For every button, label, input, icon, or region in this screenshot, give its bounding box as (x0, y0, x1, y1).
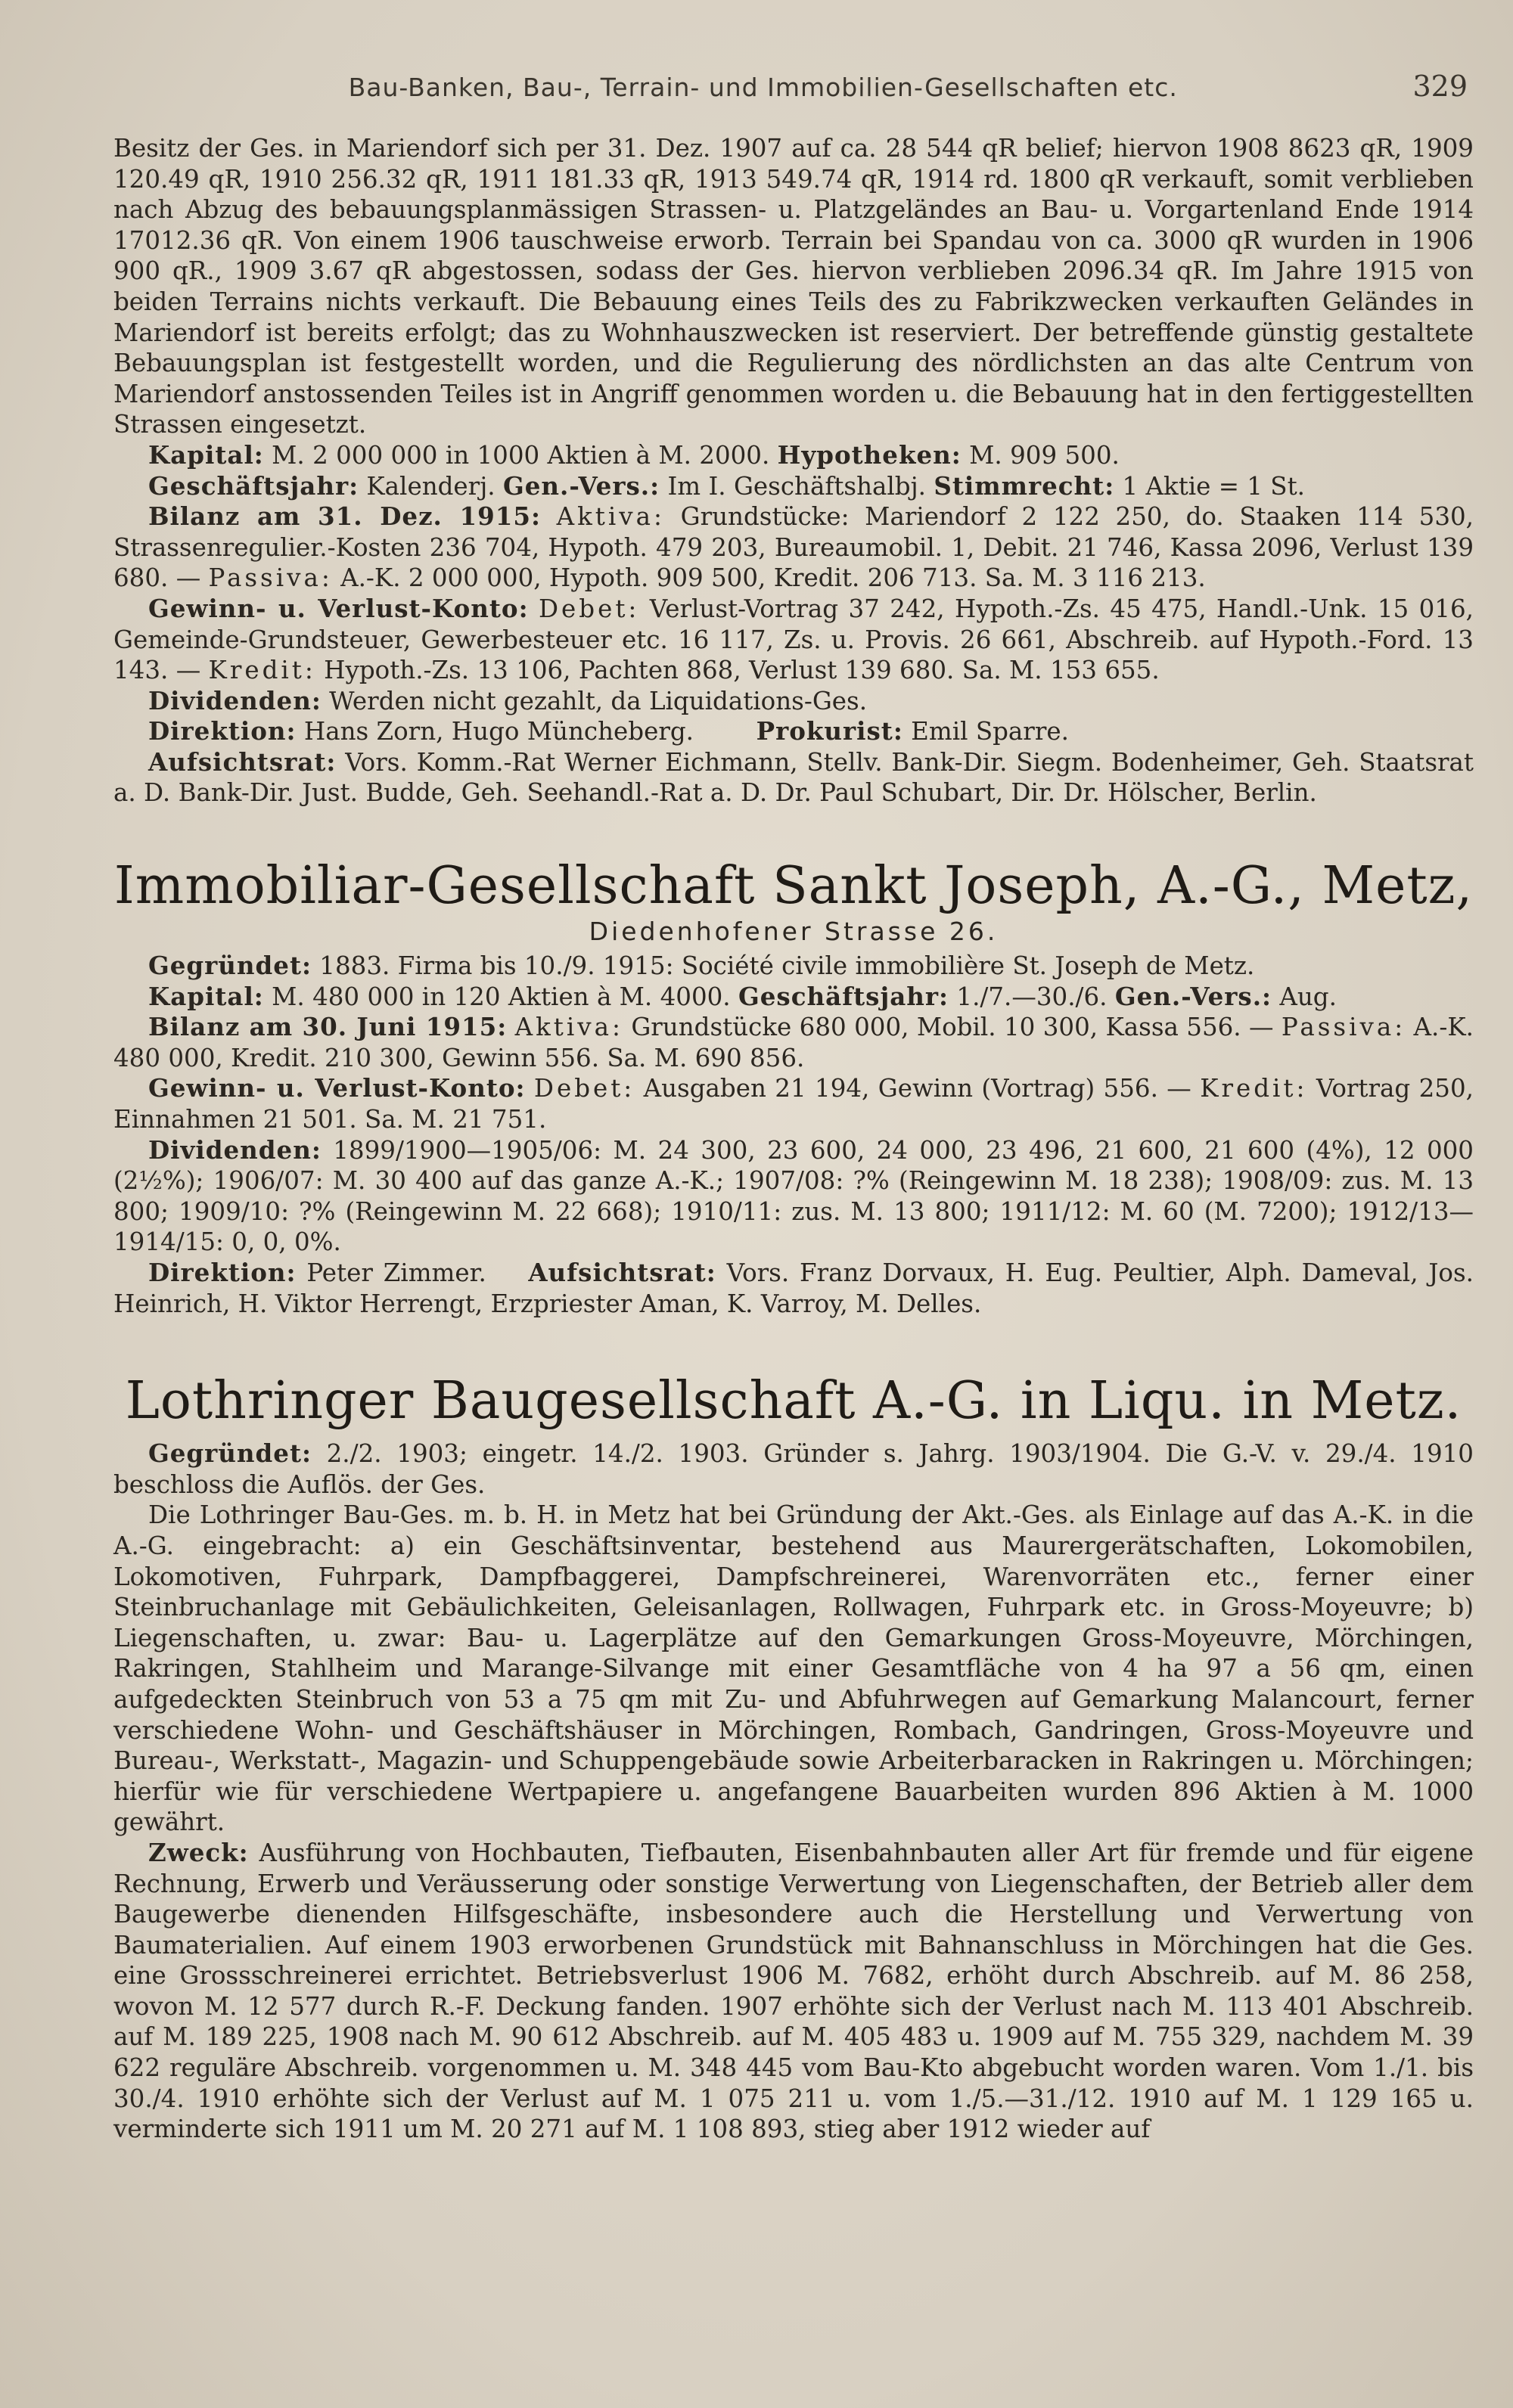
aktiva-label: Aktiva: (514, 1013, 623, 1042)
debet-text: Verlust-Vortrag 37 242, Hypoth.-Zs. 45 475, Handl.-Unk. 15 016, Gemeinde-Grundsteuer, Gewerbesteuer etc. 16 117, Zs. u. Provis. 26 661, Abschreib. auf Hypoth.-Ford. 13 143. — (113, 594, 1474, 685)
kapital-label: Kapital: (148, 981, 264, 1011)
geschaeftsjahr-text: 1./7.—30./6. (956, 982, 1108, 1011)
running-title: Bau-Banken, Bau-, Terrain- und Immobilien-Gesellschaften etc. (348, 73, 1178, 102)
aufsichtsrat-paragraph (113, 747, 1474, 808)
direktion-text: Peter Zimmer. (306, 1258, 486, 1287)
gewinn-label: Gewinn- u. Verlust-Konto: (148, 1073, 526, 1103)
direktion-paragraph (113, 1258, 1474, 1319)
hypotheken-text: M. 909 500. (969, 440, 1120, 470)
entry-lothringer-baugesellschaft (113, 1372, 1474, 2145)
geschaeftsjahr-label: Geschäftsjahr: (148, 470, 359, 501)
debet-text: Ausgaben 21 194, Gewinn (Vortrag) 556. — (643, 1074, 1191, 1103)
company-title-sankt-joseph: Immobiliar-Gesellschaft Sankt Joseph, A.-G., Metz, (113, 856, 1474, 917)
bilanz-label: Bilanz am 31. Dez. 1915: (148, 501, 541, 532)
genvers-label: Gen.-Vers.: (1114, 981, 1272, 1011)
passiva-text: A.-K. 2 000 000, Hypoth. 909 500, Kredit. 206 713. Sa. M. 3 116 213. (340, 563, 1206, 593)
intro-paragraph: Besitz der Ges. in Mariendorf sich per 31. Dez. 1907 auf ca. 28 544 qR belief; hiervon 1908 8623 qR, 1909 120.49 qR, 1910 256.32 qR, 1911 181.33 qR, 1913 549.74 qR, 1914 rd. 1800 qR verkauft, somit verblieben nach Abzug des bebauungsplanmässigen Strassen- u. Platzgeländes an Bau- u. Vorgartenland Ende 1914 17012.36 qR. Von einem 1906 tauschweise erworb. Terrain bei Spandau von ca. 3000 qR wurden in 1906 900 qR., 1909 3.67 qR abgestossen, sodass der Ges. hiervon verblieben 2096.34 qR. Im Jahre 1915 von beiden Terrains nichts verkauft. Die Bebauung eines Teils des zu Fabrikzwecken verkauften Geländes in Mariendorf ist bereits erfolgt; das zu Wohnhauszwecken ist reserviert. Der betreffende günstig gestaltete Bebauungsplan ist festgestellt worden, und die Regulierung des nördlichsten an das alte Centrum von Mariendorf anstossenden Teiles ist in Angriff genommen worden u. die Bebauung hat in den fertiggestellten Strassen eingesetzt. (113, 134, 1474, 439)
history-paragraph: Die Lothringer Bau-Ges. m. b. H. in Metz hat bei Gründung der Akt.-Ges. als Einlage auf das A.-K. in die A.-G. eingebracht: a) ein Geschäftsinventar, bestehend aus Maurergerätschaften, Lokomobilen, Lokomotiven, Fuhrpark, Dampfbaggerei, Dampfschreinerei, Warenvorräten etc., ferner einer Steinbruchanlage mit Gebäulichkeiten, Geleisanlagen, Rollwagen, Fuhrpark etc. in Gross-Moyeuvre; b) Liegenschaften, u. zwar: Bau- u. Lagerplätze auf den Gemarkungen Gross-Moyeuvre, Mörchingen, Rakringen, Stahlheim und Marange-Silvange mit einer Gesamtfläche von 4 ha 97 a 56 qm, einen aufgedeckten Steinbruch von 53 a 75 qm mit Zu- und Abfuhrwegen auf Gemarkung Malancourt, ferner verschiedene Wohn- und Geschäftshäuser in Mörchingen, Rombach, Gandringen, Gross-Moyeuvre und Bureau-, Werkstatt-, Magazin- und Schuppengebäude sowie Arbeiterbaracken in Rakringen u. Mörchingen; hierfür wie für verschiedene Wertpapiere u. angefangene Bauarbeiten wurden 896 Aktien à M. 1000 gewährt. (113, 1500, 1474, 1837)
passiva-label: Passiva: (1281, 1013, 1406, 1042)
page-number: 329 (1412, 70, 1468, 103)
geschaeftsjahr-text: Kalenderj. (366, 471, 496, 501)
kredit-text: Hypoth.-Zs. 13 106, Pachten 868, Verlust 139 680. Sa. M. 153 655. (324, 656, 1160, 685)
kredit-label: Kredit: (208, 656, 316, 685)
kapital-text: M. 480 000 in 120 Aktien à M. 4000. (272, 982, 731, 1011)
bilanz-paragraph (113, 501, 1474, 594)
genvers-text: Im I. Geschäftshalbj. (667, 471, 927, 501)
kredit-text: Vortrag 250, Einnahmen 21 501. Sa. M. 21 751. (113, 1074, 1474, 1134)
company-title-lothringer: Lothringer Baugesellschaft A.-G. in Liqu. in Metz. (125, 1371, 1462, 1432)
gegruendet-paragraph (113, 1438, 1474, 1500)
aufsichtsrat-label: Aufsichtsrat: (528, 1258, 716, 1287)
genvers-text: Aug. (1279, 982, 1337, 1011)
dividenden-paragraph (113, 1135, 1474, 1258)
running-header (113, 70, 1474, 115)
gegruendet-line (113, 951, 1474, 982)
gegruendet-text: 1883. Firma bis 10./9. 1915: Société civile immobilière St. Joseph de Metz. (319, 951, 1255, 981)
prokurist-label: Prokurist: (756, 716, 903, 746)
dividenden-text: Werden nicht gezahlt, da Liquidations-Ges. (329, 686, 868, 715)
dividenden-line (113, 686, 1474, 717)
kapital-label: Kapital: (148, 439, 264, 470)
direktion-label: Direktion: (148, 716, 297, 746)
passiva-text: A.-K. 480 000, Kredit. 210 300, Gewinn 556. Sa. M. 690 856. (113, 1013, 1474, 1072)
geschaeftsjahr-label: Geschäftsjahr: (738, 981, 949, 1011)
hypotheken-label: Hypotheken: (777, 439, 962, 470)
entry-sankt-joseph (113, 857, 1474, 1319)
direktion-line (113, 716, 1474, 747)
kapital-line (113, 440, 1474, 471)
aufsichtsrat-text: Vors. Franz Dorvaux, H. Eug. Peultier, Alph. Dameval, Jos. Heinrich, H. Viktor Herrengt, Erzpriester Aman, K. Varroy, M. Delles. (113, 1258, 1474, 1318)
direktion-text: Hans Zorn, Hugo Müncheberg. (303, 717, 694, 746)
dividenden-text: 1899/1900—1905/06: M. 24 300, 23 600, 24 000, 23 496, 21 600, 21 600 (4%), 12 000 (2½%); 1906/07: M. 30 400 auf das ganze A.-K.; 1907/08: ?% (Reingewinn M. 18 238); 1908/09: zus. M. 13 800; 1909/10: ?% (Reingewinn M. 22 668); 1910/11: zus. M. 13 800; 1911/12: M. 60 (M. 7200); 1912/13—1914/15: 0, 0, 0%. (113, 1135, 1474, 1257)
gegruendet-text: 2./2. 1903; eingetr. 14./2. 1903. Gründer s. Jahrg. 1903/1904. Die G.-V. v. 29./4. 1910 beschloss die Auflös. der Ges. (113, 1439, 1474, 1499)
gewinn-label: Gewinn- u. Verlust-Konto: (148, 593, 529, 623)
bilanz-label: Bilanz am 30. Juni 1915: (148, 1012, 508, 1042)
stimmrecht-text: 1 Aktie = 1 St. (1122, 471, 1305, 501)
gegruendet-label: Gegründet: (148, 1438, 312, 1469)
debet-label: Debet: (533, 1074, 635, 1103)
entry-mariendorf-continuation (113, 133, 1474, 808)
aktiva-label: Aktiva: (556, 502, 665, 532)
zweck-label: Zweck: (148, 1837, 249, 1867)
aufsichtsrat-text: Vors. Komm.-Rat Werner Eichmann, Stellv. Bank-Dir. Siegm. Bodenheimer, Geh. Staatsrat a. D. Bank-Dir. Just. Budde, Geh. Seehandl.-Rat a. D. Dr. Paul Schubart, Dir. Dr. Hölscher, Berlin. (113, 747, 1474, 808)
zweck-paragraph (113, 1838, 1474, 2145)
geschaeftsjahr-line (113, 471, 1474, 502)
company-address: Diedenhofener Strasse 26. (589, 917, 999, 947)
genvers-label: Gen.-Vers.: (502, 470, 660, 501)
gewinn-paragraph (113, 1073, 1474, 1134)
aktiva-text: Grundstücke 680 000, Mobil. 10 300, Kassa 556. — (631, 1013, 1274, 1042)
gewinn-paragraph (113, 594, 1474, 686)
stimmrecht-label: Stimmrecht: (934, 470, 1115, 501)
aufsichtsrat-label: Aufsichtsrat: (148, 746, 337, 777)
kapital-line (113, 982, 1474, 1013)
direktion-label: Direktion: (148, 1258, 297, 1287)
kredit-label: Kredit: (1200, 1074, 1308, 1103)
kapital-text: M. 2 000 000 in 1000 Aktien à M. 2000. (272, 440, 770, 470)
aktiva-text: Grundstücke: Mariendorf 2 122 250, do. Staaken 114 530, Strassenregulier.-Kosten 236 704, Hypoth. 479 203, Bureaumobil. 1, Debit. 21 746, Kassa 2096, Verlust 139 680. — (113, 502, 1474, 593)
passiva-label: Passiva: (208, 563, 333, 593)
dividenden-label: Dividenden: (148, 1134, 322, 1165)
dividenden-label: Dividenden: (148, 685, 322, 715)
prokurist-text: Emil Sparre. (911, 717, 1069, 746)
bilanz-paragraph (113, 1012, 1474, 1073)
debet-label: Debet: (539, 594, 640, 623)
zweck-text: Ausführung von Hochbauten, Tiefbauten, Eisenbahnbauten aller Art für fremde und für eigene Rechnung, Erwerb und Veräusserung oder sonstige Verwertung von Liegenschaften, der Betrieb aller dem Baugewerbe dienenden Hilfsgeschäfte, insbesondere auch die Herstellung und Verwertung von Baumaterialien. Auf einem 1903 erworbenen Grundstück mit Bahnanschluss in Mörchingen hat die Ges. eine Grossschreinerei errichtet. Betriebsverlust 1906 M. 7682, erhöht durch Abschreib. auf M. 86 258, wovon M. 12 577 durch R.-F. Deckung fanden. 1907 erhöhte sich der Verlust nach M. 113 401 Abschreib. auf M. 189 225, 1908 nach M. 90 612 Abschreib. auf M. 405 483 u. 1909 auf M. 755 329, nachdem M. 39 622 reguläre Abschreib. vorgenommen u. M. 348 445 vom Bau-Kto abgebucht worden waren. Vom 1./1. bis 30./4. 1910 erhöhte sich der Verlust auf M. 1 075 211 u. vom 1./5.—31./12. 1910 auf M. 1 129 165 u. verminderte sich 1911 um M. 20 271 auf M. 1 108 893, stieg aber 1912 wieder auf (113, 1838, 1474, 2144)
gegruendet-label: Gegründet: (148, 951, 312, 981)
